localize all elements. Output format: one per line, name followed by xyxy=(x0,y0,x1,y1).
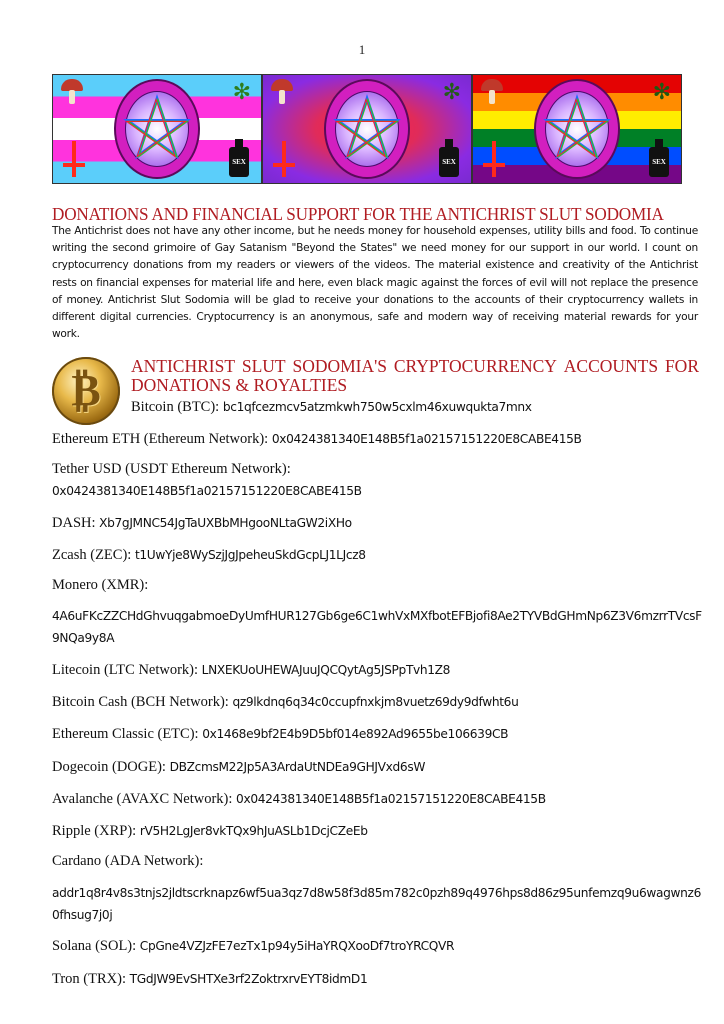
account-label: Tron (TRX): xyxy=(52,971,130,987)
account-avalanche xyxy=(52,791,702,808)
inverted-cross-icon xyxy=(483,141,505,177)
cannabis-leaf-icon: ✻ xyxy=(442,79,461,104)
wallet-address-cardano[interactable]: addr1q8r4v8s3tnjs2jldtscrknapz6wf5ua3qz7d8w58f3d85m782c0pzh89q4976hps8d86z95unfemzq9u6wagwnz60fhsug7j0j xyxy=(52,886,701,922)
mushroom-icon xyxy=(481,79,503,105)
account-label: Ripple (XRP): xyxy=(52,823,140,839)
heading-line-2: DONATIONS & ROYALTIES xyxy=(131,375,348,395)
wallet-address-monero[interactable]: 4A6uFKcZZCHdGhvuqgabmoeDyUmfHUR127Gb6ge6C1whVxMXfbotEFBjofi8Ae2TYVBdGHmNp6Z3V6mzrrTVcsF9NQa9y8A xyxy=(52,609,702,645)
pentagram-seal xyxy=(324,79,410,179)
account-label: Monero (XMR): xyxy=(52,577,149,593)
wallet-address[interactable]: bc1qfcezmcv5atzmkwh750w5cxlm46xuwqukta7mnx xyxy=(222,400,532,414)
heading-word: SODOMIA'S xyxy=(292,356,388,376)
account-dogecoin xyxy=(52,759,702,776)
donations-paragraph: The Antichrist does not have any other income, but he needs money for household expenses, utility bills and food. To continue writing the second grimoire of Gay Satanism "Beyond the States" we need money for our support in our world. I count on cryptocurrency donations from my readers or viewers of the videos. The material existence and creativity of the Antichrist rests on financial expenses for material life and here, even black magic against the forces of evil will not replace the presence of money. Antichrist Slut Sodomia will be glad to receive your donations to the accounts of their cryptocurrency wallets in different digital currencies. Cryptocurrency is an anonymous, safe and modern way of receiving material rewards for your work. xyxy=(52,225,698,341)
wallet-address[interactable]: LNXEKUoUHEWAJuuJQCQytAg5JSPpTvh1Z8 xyxy=(201,663,451,677)
account-label: Bitcoin (BTC): xyxy=(131,399,223,415)
wallet-address[interactable]: 0x0424381340E148B5f1a02157151220E8CABE415B xyxy=(236,792,546,806)
account-tether-address xyxy=(52,483,702,499)
page-number: 1 xyxy=(358,42,366,57)
account-litecoin xyxy=(52,662,702,679)
account-label: Solana (SOL): xyxy=(52,938,140,954)
pentagram-seal xyxy=(534,79,620,179)
header-banner xyxy=(52,74,682,184)
account-ethereum xyxy=(52,431,702,448)
account-solana xyxy=(52,938,702,955)
wallet-address[interactable]: CpGne4VZJzFE7ezTx1p94y5iHaYRQXooDf7troYRCQVR xyxy=(139,939,455,953)
account-cardano xyxy=(52,853,702,870)
wallet-address[interactable]: TGdJW9EvSHTXe3rf2ZoktrxrvEYT8idmD1 xyxy=(129,972,368,986)
wallet-address[interactable]: 0x0424381340E148B5f1a02157151220E8CABE415B xyxy=(52,484,362,498)
heading-word: ACCOUNTS xyxy=(563,356,659,376)
wallet-address[interactable]: DBZcmsM22Jp5A3ArdaUtNDEa9GHJVxd6sW xyxy=(169,760,426,774)
inverted-cross-icon xyxy=(63,141,85,177)
mushroom-icon xyxy=(271,79,293,105)
account-tron xyxy=(52,971,702,988)
pentagram-icon xyxy=(116,81,198,177)
account-ripple xyxy=(52,823,702,840)
account-dash xyxy=(52,515,702,532)
pentagram-icon xyxy=(326,81,408,177)
heading-word: SLUT xyxy=(241,356,286,376)
account-label: DASH: xyxy=(52,515,100,531)
account-label: Litecoin (LTC Network): xyxy=(52,662,202,678)
crypto-accounts-heading xyxy=(131,357,699,395)
heading-word: ANTICHRIST xyxy=(131,356,236,376)
pentagram-seal xyxy=(114,79,200,179)
account-label: Cardano (ADA Network): xyxy=(52,853,204,869)
wallet-address[interactable]: 0x0424381340E148B5f1a02157151220E8CABE415B xyxy=(271,432,582,446)
wallet-address[interactable]: qz9lkdnq6q34c0ccupfnxkjm8vuetz69dy9dfwht6u xyxy=(232,695,519,709)
account-label: Bitcoin Cash (BCH Network): xyxy=(52,694,233,710)
wallet-address[interactable]: 0x1468e9bf2E4b9D5bf014e892Ad9655be106639CB xyxy=(202,727,509,741)
bitcoin-coin-icon: ₿ xyxy=(52,357,120,425)
account-label: Ethereum ETH (Ethereum Network): xyxy=(52,431,272,447)
bottle-icon: SEX xyxy=(649,139,669,177)
account-label: Dogecoin (DOGE): xyxy=(52,759,170,775)
heading-word: FOR xyxy=(664,356,699,376)
account-bitcoin-cash xyxy=(52,694,702,711)
inverted-cross-icon xyxy=(273,141,295,177)
trans-flag-image xyxy=(53,75,261,183)
cannabis-leaf-icon: ✻ xyxy=(232,79,251,104)
wallet-address[interactable]: rV5H2LgJer8vkTQx9hJuASLb1DcjCZeEb xyxy=(139,824,368,838)
account-label: Avalanche (AVAXC Network): xyxy=(52,791,237,807)
bottle-icon: SEX xyxy=(439,139,459,177)
purple-flag-image xyxy=(263,75,471,183)
heading-word: CRYPTOCURRENCY xyxy=(393,356,557,376)
account-label: Zcash (ZEC): xyxy=(52,547,135,563)
bottle-icon: SEX xyxy=(229,139,249,177)
account-bitcoin xyxy=(131,399,724,416)
account-zcash xyxy=(52,547,702,564)
account-label: Ethereum Classic (ETC): xyxy=(52,726,203,742)
wallet-address[interactable]: t1UwYje8WySzjJgJpeheuSkdGcpLJ1LJcz8 xyxy=(134,548,366,562)
cannabis-leaf-icon: ✻ xyxy=(652,79,671,104)
mushroom-icon xyxy=(61,79,83,105)
account-monero xyxy=(52,577,702,594)
account-label: Tether USD (USDT Ethereum Network): xyxy=(52,461,291,477)
wallet-address[interactable]: Xb7gJMNC54JgTaUXBbMHgooNLtaGW2iXHo xyxy=(99,516,352,530)
account-ethereum-classic xyxy=(52,726,702,743)
pentagram-icon xyxy=(536,81,618,177)
account-tether xyxy=(52,461,702,478)
donations-heading: DONATIONS AND FINANCIAL SUPPORT FOR THE ANTICHRIST SLUT SODOMIA xyxy=(52,204,664,224)
rainbow-flag-image xyxy=(473,75,681,183)
